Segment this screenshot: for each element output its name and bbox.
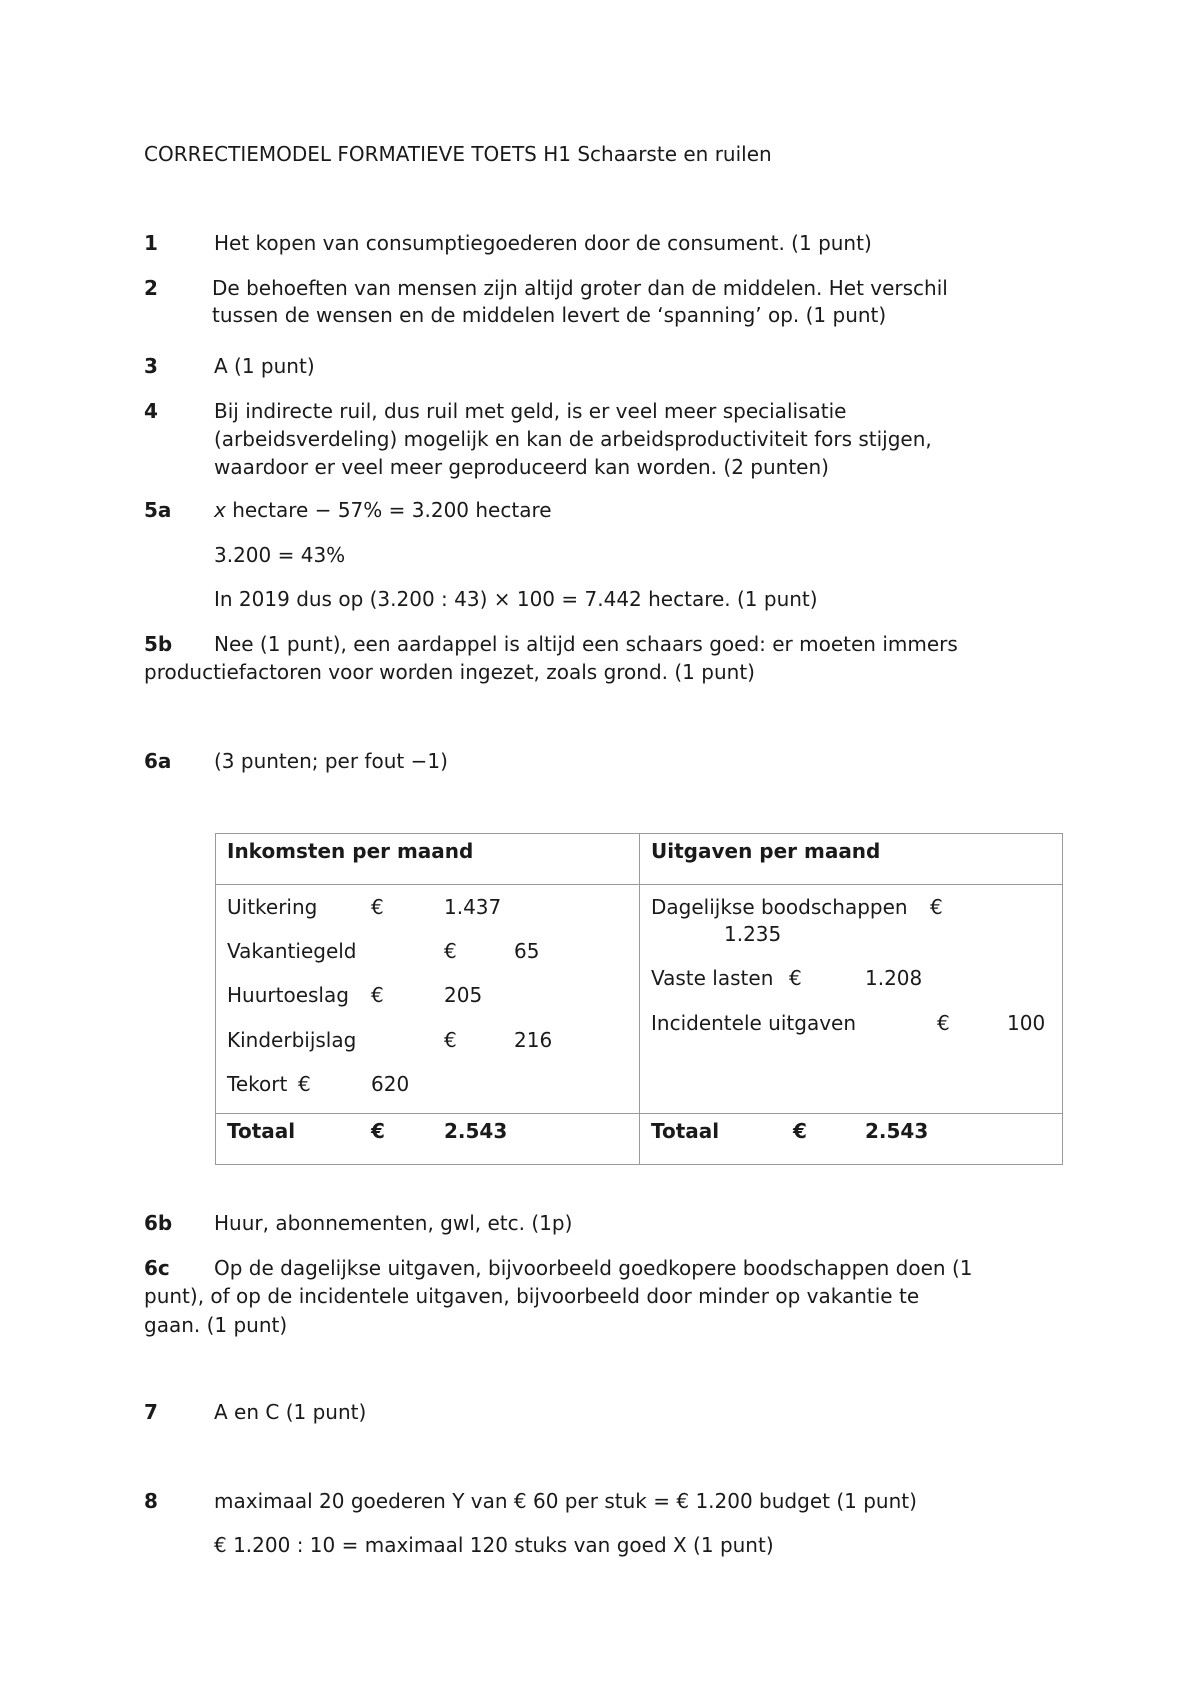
expense-value: 1.208 [865,966,923,990]
question-number: 6a [144,749,172,773]
total-label: Totaal [651,1119,720,1143]
currency-symbol: € [371,895,384,919]
answer-text: x hectare − 57% = 3.200 hectare [214,498,552,522]
answer-text: Huur, abonnementen, gwl, etc. (1p) [214,1211,573,1235]
answer-text: Nee (1 punt), een aardappel is altijd een schaars goed: er moeten immers [214,632,958,656]
currency-symbol: € [444,1028,457,1052]
question-number: 2 [144,276,158,300]
income-value: 620 [371,1072,410,1096]
expense-cell [640,885,1063,1114]
budget-table [215,833,1063,1165]
question-number: 1 [144,231,158,255]
variable-x: x [214,498,226,522]
answer-text: maximaal 20 goederen Y van € 60 per stuk = € 1.200 budget (1 punt) [214,1489,917,1513]
income-header: Inkomsten per maand [227,839,474,863]
answer-text: (3 punten; per fout −1) [214,749,448,773]
currency-symbol: € [371,1119,385,1143]
income-total-cell [216,1114,640,1165]
answer-text: punt), of op de incidentele uitgaven, bijvoorbeeld door minder op vakantie te [144,1284,920,1308]
answer-text: 3.200 = 43% [214,543,346,567]
question-number: 8 [144,1489,158,1513]
question-number: 5a [144,498,172,522]
question-number: 3 [144,354,158,378]
answer-text: productiefactoren voor worden ingezet, zoals grond. (1 punt) [144,660,755,684]
expense-label: Incidentele uitgaven [651,1011,857,1035]
answer-text: De behoeften van mensen zijn altijd groter dan de middelen. Het verschil [212,276,948,300]
answer-text: Bij indirecte ruil, dus ruil met geld, is er veel meer specialisatie [214,399,847,423]
expense-value: 100 [1007,1011,1046,1035]
expense-label: Dagelijkse boodschappen [651,895,908,919]
currency-symbol: € [937,1011,950,1035]
expense-total-cell [640,1114,1063,1165]
currency-symbol: € [793,1119,807,1143]
question-number: 4 [144,399,158,423]
expense-header-cell [640,834,1063,885]
question-number: 6b [144,1211,173,1235]
expense-value: 1.235 [724,922,782,946]
income-label: Huurtoeslag [227,983,349,1007]
income-value: 65 [514,939,540,963]
income-total: 2.543 [444,1119,508,1143]
income-label: Kinderbijslag [227,1028,357,1052]
income-value: 205 [444,983,483,1007]
answer-text: € 1.200 : 10 = maximaal 120 stuks van goed X (1 punt) [214,1533,774,1557]
answer-text: Op de dagelijkse uitgaven, bijvoorbeeld goedkopere boodschappen doen (1 [214,1256,973,1280]
answer-text: A (1 punt) [214,354,315,378]
income-value: 1.437 [444,895,502,919]
answer-text: (arbeidsverdeling) mogelijk en kan de arbeidsproductiviteit fors stijgen, [214,427,932,451]
total-label: Totaal [227,1119,296,1143]
currency-symbol: € [444,939,457,963]
currency-symbol: € [789,966,802,990]
income-label: Tekort [227,1072,288,1096]
question-number: 7 [144,1400,158,1424]
expense-label: Vaste lasten [651,966,774,990]
income-cell [216,885,640,1114]
answer-text: In 2019 dus op (3.200 : 43) × 100 = 7.442 hectare. (1 punt) [214,587,818,611]
income-value: 216 [514,1028,553,1052]
answer-text: tussen de wensen en de middelen levert de ‘spanning’ op. (1 punt) [212,303,887,327]
answer-text: waardoor er veel meer geproduceerd kan worden. (2 punten) [214,455,829,479]
question-number: 6c [144,1256,170,1280]
answer-text: Het kopen van consumptiegoederen door de consument. (1 punt) [214,231,872,255]
currency-symbol: € [298,1072,311,1096]
answer-text: A en C (1 punt) [214,1400,367,1424]
income-label: Uitkering [227,895,318,919]
income-header-cell [216,834,640,885]
income-label: Vakantiegeld [227,939,357,963]
page-title: CORRECTIEMODEL FORMATIEVE TOETS H1 Schaarste en ruilen [144,142,772,166]
answer-text: gaan. (1 punt) [144,1313,288,1337]
currency-symbol: € [930,895,943,919]
expense-total: 2.543 [865,1119,929,1143]
question-number: 5b [144,632,173,656]
currency-symbol: € [371,983,384,1007]
expense-header: Uitgaven per maand [651,839,881,863]
